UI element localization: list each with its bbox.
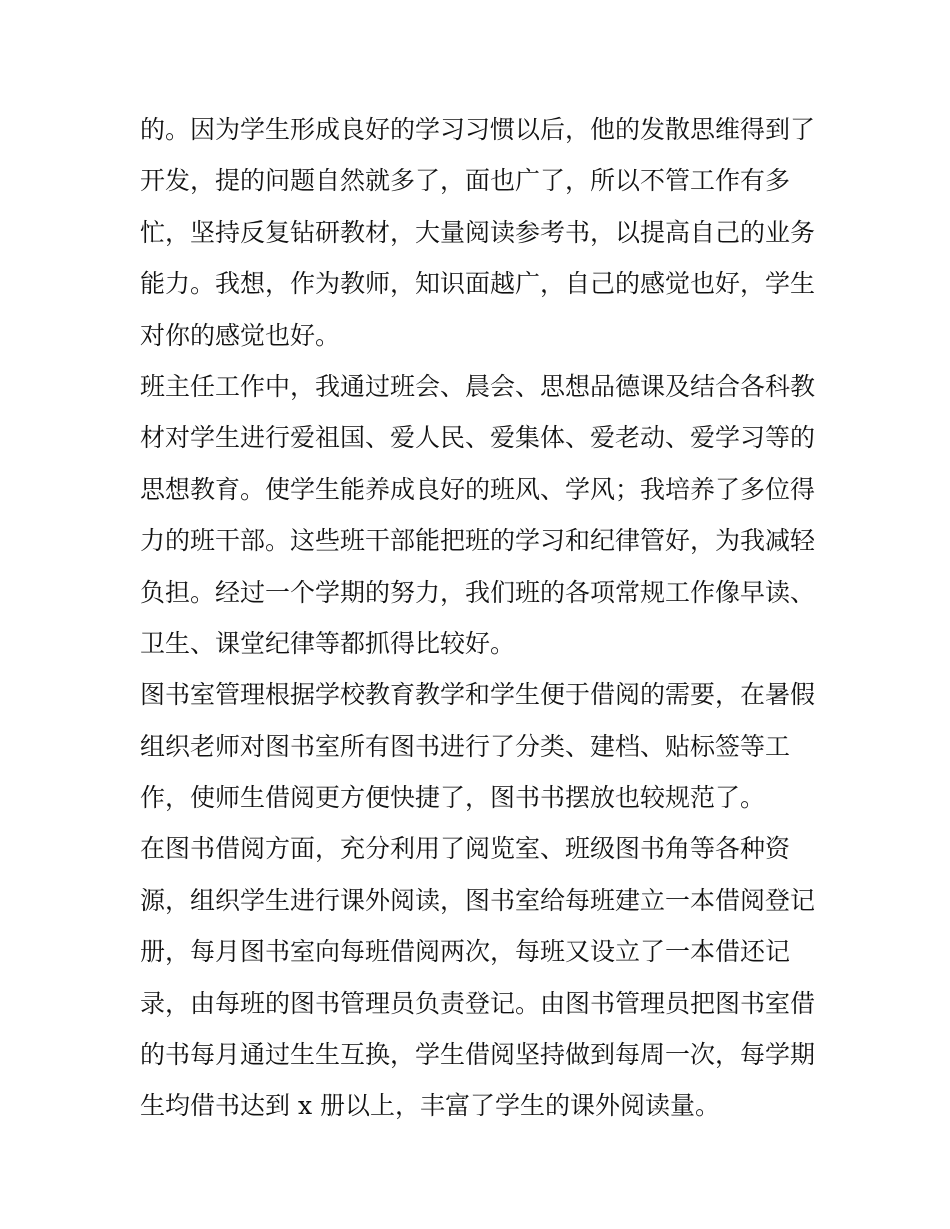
text-line: 录，由每班的图书管理员负责登记。由图书管理员把图书室借 <box>140 988 816 1018</box>
text-line: 思想教育。使学生能养成良好的班风、学风；我培养了多位得 <box>140 474 816 504</box>
text-line: 力的班干部。这些班干部能把班的学习和纪律管好，为我减轻 <box>140 526 816 556</box>
text-line: 开发，提的问题自然就多了，面也广了，所以不管工作有多 <box>140 166 791 196</box>
text-line: 组织老师对图书室所有图书进行了分类、建档、贴标签等工 <box>140 731 791 761</box>
text-line: 的书每月通过生生互换，学生借阅坚持做到每周一次，每学期 <box>140 1040 816 1070</box>
text-line: 源，组织学生进行课外阅读，图书室给每班建立一本借阅登记 <box>140 885 816 915</box>
text-line: 忙，坚持反复钻研教材，大量阅读参考书，以提高自己的业务 <box>140 217 816 247</box>
text-line: 负担。经过一个学期的努力，我们班的各项常规工作像早读、 <box>140 577 816 607</box>
text-line: 在图书借阅方面，充分利用了阅览室、班级图书角等各种资 <box>140 834 791 864</box>
paragraph-2 <box>140 361 820 669</box>
document-body <box>140 104 820 1132</box>
text-line: 作，使师生借阅更方便快捷了，图书书摆放也较规范了。 <box>140 783 766 813</box>
paragraph-3 <box>140 669 820 823</box>
paragraph-4 <box>140 823 820 1131</box>
text-line: 册，每月图书室向每班借阅两次，每班又设立了一本借还记 <box>140 937 791 967</box>
text-line: 卫生、课堂纪律等都抓得比较好。 <box>140 628 516 658</box>
text-line: 的。因为学生形成良好的学习习惯以后，他的发散思维得到了 <box>140 115 816 144</box>
text-line: 班主任工作中，我通过班会、晨会、思想品德课及结合各科教 <box>140 371 816 401</box>
text-line: 能力。我想，作为教师，知识面越广，自己的感觉也好，学生 <box>140 269 816 299</box>
text-line: 图书室管理根据学校教育教学和学生便于借阅的需要，在暑假 <box>140 680 816 710</box>
text-line: 对你的感觉也好。 <box>140 320 341 350</box>
paragraph-1 <box>140 104 820 361</box>
text-line: 生均借书达到 x 册以上，丰富了学生的课外阅读量。 <box>140 1091 720 1121</box>
text-line: 材对学生进行爱祖国、爱人民、爱集体、爱老动、爱学习等的 <box>140 423 816 453</box>
